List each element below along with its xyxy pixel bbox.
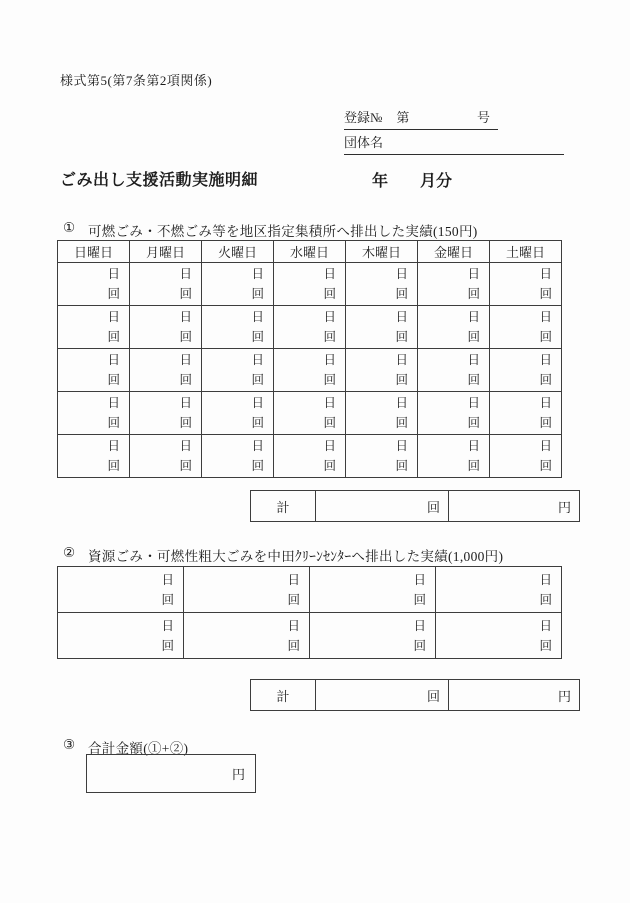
entry-cell xyxy=(346,306,418,349)
entry-cell xyxy=(274,263,346,306)
day-unit-label: 日 xyxy=(323,396,336,410)
day-unit-label: 日 xyxy=(323,353,336,367)
registration-no-line xyxy=(344,107,498,130)
day-unit-label: 日 xyxy=(251,310,264,324)
count-unit-label: 回 xyxy=(467,287,480,301)
entry-cell xyxy=(130,263,202,306)
count-unit-label: 回 xyxy=(251,330,264,344)
entry-cell xyxy=(490,306,562,349)
total-amount-cell: 円 xyxy=(449,680,580,711)
weekday-header-cell: 日曜日 xyxy=(58,241,130,263)
total-count-cell: 回 xyxy=(316,680,449,711)
day-unit-label: 日 xyxy=(179,267,192,281)
section2-heading: 資源ごみ・可燃性粗大ごみを中田ｸﾘｰﾝｾﾝﾀｰへ排出した実績(1,000円) xyxy=(88,549,504,564)
count-unit-label: 回 xyxy=(179,373,192,387)
day-unit-label: 日 xyxy=(287,618,300,633)
count-unit-label: 回 xyxy=(251,459,264,473)
day-unit-label: 日 xyxy=(287,572,300,587)
form-code: 様式第5(第7条第2項関係) xyxy=(60,73,213,88)
section2-heading-line xyxy=(63,545,603,565)
day-unit-label: 日 xyxy=(251,439,264,453)
section3-number: ③ xyxy=(63,737,76,752)
entry-cell xyxy=(130,306,202,349)
day-unit-label: 日 xyxy=(161,572,174,587)
count-unit-label: 回 xyxy=(413,592,426,607)
entry-cell xyxy=(58,263,130,306)
count-unit-label: 回 xyxy=(467,330,480,344)
day-unit-label: 日 xyxy=(539,396,552,410)
count-unit-label: 回 xyxy=(161,638,174,653)
day-unit-label: 日 xyxy=(395,439,408,453)
count-unit-label: 回 xyxy=(539,287,552,301)
entry-cell xyxy=(346,435,418,478)
day-unit-label: 日 xyxy=(539,267,552,281)
entry-cell xyxy=(418,263,490,306)
weekly-entries-table xyxy=(57,240,562,478)
day-unit-label: 日 xyxy=(467,267,480,281)
registration-block xyxy=(344,107,564,155)
entry-cell xyxy=(130,349,202,392)
day-unit-label: 日 xyxy=(323,439,336,453)
day-unit-label: 日 xyxy=(539,353,552,367)
count-unit-label: 回 xyxy=(539,638,552,653)
count-unit-label: 回 xyxy=(539,459,552,473)
day-unit-label: 日 xyxy=(107,439,120,453)
registration-no-label: 登録№ xyxy=(344,110,383,125)
registration-no-prefix: 第 xyxy=(396,110,410,125)
count-unit-label: 回 xyxy=(107,330,120,344)
entry-cell xyxy=(490,263,562,306)
registration-no-suffix: 号 xyxy=(476,110,490,125)
count-unit-label: 回 xyxy=(323,416,336,430)
entry-cell xyxy=(274,349,346,392)
entry-cell xyxy=(130,392,202,435)
entry-cell xyxy=(310,567,436,613)
entry-row xyxy=(58,349,562,392)
entry-cell xyxy=(436,613,562,659)
day-unit-label: 日 xyxy=(467,353,480,367)
count-unit-label: 回 xyxy=(395,373,408,387)
count-unit-label: 回 xyxy=(467,373,480,387)
day-unit-label: 日 xyxy=(251,267,264,281)
page-title: ごみ出し支援活動実施明細 xyxy=(60,172,259,189)
weekday-header-cell: 月曜日 xyxy=(130,241,202,263)
entry-cell xyxy=(58,349,130,392)
count-unit-label: 回 xyxy=(251,287,264,301)
section3-heading: 合計金額(①+②) xyxy=(88,741,189,756)
day-unit-label: 日 xyxy=(539,572,552,587)
count-unit-label: 回 xyxy=(323,330,336,344)
entry-cell xyxy=(58,306,130,349)
count-unit-label: 回 xyxy=(395,416,408,430)
count-unit-label: 回 xyxy=(395,330,408,344)
entry-cell xyxy=(58,392,130,435)
entry-cell xyxy=(202,306,274,349)
entry-cell xyxy=(310,613,436,659)
entry-cell xyxy=(346,349,418,392)
day-unit-label: 日 xyxy=(413,618,426,633)
section1-number: ① xyxy=(63,220,76,235)
count-unit-label: 回 xyxy=(539,416,552,430)
entry-cell xyxy=(418,435,490,478)
entry-row xyxy=(58,306,562,349)
entry-row xyxy=(58,567,562,613)
count-unit-label: 回 xyxy=(179,330,192,344)
weekday-header-cell: 火曜日 xyxy=(202,241,274,263)
day-unit-label: 日 xyxy=(179,396,192,410)
entry-cell xyxy=(58,567,184,613)
weekday-header-cell: 金曜日 xyxy=(418,241,490,263)
day-unit-label: 日 xyxy=(107,310,120,324)
weekday-header-cell: 土曜日 xyxy=(490,241,562,263)
count-unit-label: 回 xyxy=(161,592,174,607)
day-unit-label: 日 xyxy=(161,618,174,633)
entry-row xyxy=(58,392,562,435)
grand-total-box xyxy=(86,754,256,793)
section1-total-table xyxy=(250,490,580,522)
count-unit-label: 回 xyxy=(539,330,552,344)
entry-cell xyxy=(274,435,346,478)
center-entries-table xyxy=(57,566,562,659)
section2-total-table xyxy=(250,679,580,711)
entry-cell xyxy=(418,349,490,392)
count-unit-label: 回 xyxy=(287,638,300,653)
yen-unit-label: 円 xyxy=(231,767,245,782)
weekday-header-cell: 水曜日 xyxy=(274,241,346,263)
period-year-label: 年 xyxy=(372,173,389,190)
count-unit-label: 回 xyxy=(179,459,192,473)
section1-heading: 可燃ごみ・不燃ごみ等を地区指定集積所へ排出した実績(150円) xyxy=(88,224,478,239)
period-month-label: 月分 xyxy=(420,173,453,190)
count-unit-label: 回 xyxy=(107,416,120,430)
entry-cell xyxy=(490,435,562,478)
day-unit-label: 日 xyxy=(539,618,552,633)
day-unit-label: 日 xyxy=(395,353,408,367)
count-unit-label: 回 xyxy=(413,638,426,653)
day-unit-label: 日 xyxy=(107,353,120,367)
entry-cell xyxy=(436,567,562,613)
count-unit-label: 回 xyxy=(107,373,120,387)
count-unit-label: 回 xyxy=(323,459,336,473)
count-unit-label: 回 xyxy=(179,287,192,301)
entry-cell xyxy=(184,613,310,659)
day-unit-label: 日 xyxy=(107,267,120,281)
entry-cell xyxy=(346,392,418,435)
day-unit-label: 日 xyxy=(395,396,408,410)
day-unit-label: 日 xyxy=(395,267,408,281)
day-unit-label: 日 xyxy=(251,353,264,367)
count-unit-label: 回 xyxy=(467,416,480,430)
count-unit-label: 回 xyxy=(287,592,300,607)
entry-cell xyxy=(490,349,562,392)
entry-row xyxy=(58,263,562,306)
weekday-header-cell: 木曜日 xyxy=(346,241,418,263)
entry-cell xyxy=(274,306,346,349)
day-unit-label: 日 xyxy=(251,396,264,410)
organization-name-line xyxy=(344,132,564,155)
day-unit-label: 日 xyxy=(413,572,426,587)
entry-cell xyxy=(202,263,274,306)
count-unit-label: 回 xyxy=(251,373,264,387)
day-unit-label: 日 xyxy=(107,396,120,410)
count-unit-label: 回 xyxy=(179,416,192,430)
total-row xyxy=(251,491,580,522)
entry-cell xyxy=(490,392,562,435)
count-unit-label: 回 xyxy=(107,459,120,473)
count-unit-label: 回 xyxy=(251,416,264,430)
entry-row xyxy=(58,435,562,478)
day-unit-label: 日 xyxy=(179,310,192,324)
day-unit-label: 日 xyxy=(179,439,192,453)
day-unit-label: 日 xyxy=(179,353,192,367)
count-unit-label: 回 xyxy=(395,459,408,473)
day-unit-label: 日 xyxy=(467,396,480,410)
total-count-cell: 回 xyxy=(316,491,449,522)
day-unit-label: 日 xyxy=(323,310,336,324)
day-unit-label: 日 xyxy=(467,439,480,453)
organization-name-label: 団体名 xyxy=(344,135,384,150)
total-row xyxy=(251,680,580,711)
weekday-header-row xyxy=(58,241,562,263)
total-label-cell: 計 xyxy=(251,491,316,522)
entry-cell xyxy=(418,392,490,435)
section1-heading-line xyxy=(63,220,583,240)
count-unit-label: 回 xyxy=(467,459,480,473)
entry-cell xyxy=(130,435,202,478)
entry-cell xyxy=(346,263,418,306)
entry-cell xyxy=(58,613,184,659)
entry-cell xyxy=(202,435,274,478)
day-unit-label: 日 xyxy=(467,310,480,324)
count-unit-label: 回 xyxy=(539,592,552,607)
day-unit-label: 日 xyxy=(323,267,336,281)
entry-cell xyxy=(184,567,310,613)
entry-cell xyxy=(274,392,346,435)
total-amount-cell: 円 xyxy=(449,491,580,522)
entry-cell xyxy=(202,349,274,392)
entry-cell xyxy=(202,392,274,435)
count-unit-label: 回 xyxy=(323,287,336,301)
day-unit-label: 日 xyxy=(539,439,552,453)
total-label-cell: 計 xyxy=(251,680,316,711)
section2-number: ② xyxy=(63,545,76,560)
entry-cell xyxy=(418,306,490,349)
count-unit-label: 回 xyxy=(323,373,336,387)
day-unit-label: 日 xyxy=(395,310,408,324)
entry-cell xyxy=(58,435,130,478)
count-unit-label: 回 xyxy=(107,287,120,301)
count-unit-label: 回 xyxy=(395,287,408,301)
entry-row xyxy=(58,613,562,659)
day-unit-label: 日 xyxy=(539,310,552,324)
count-unit-label: 回 xyxy=(539,373,552,387)
